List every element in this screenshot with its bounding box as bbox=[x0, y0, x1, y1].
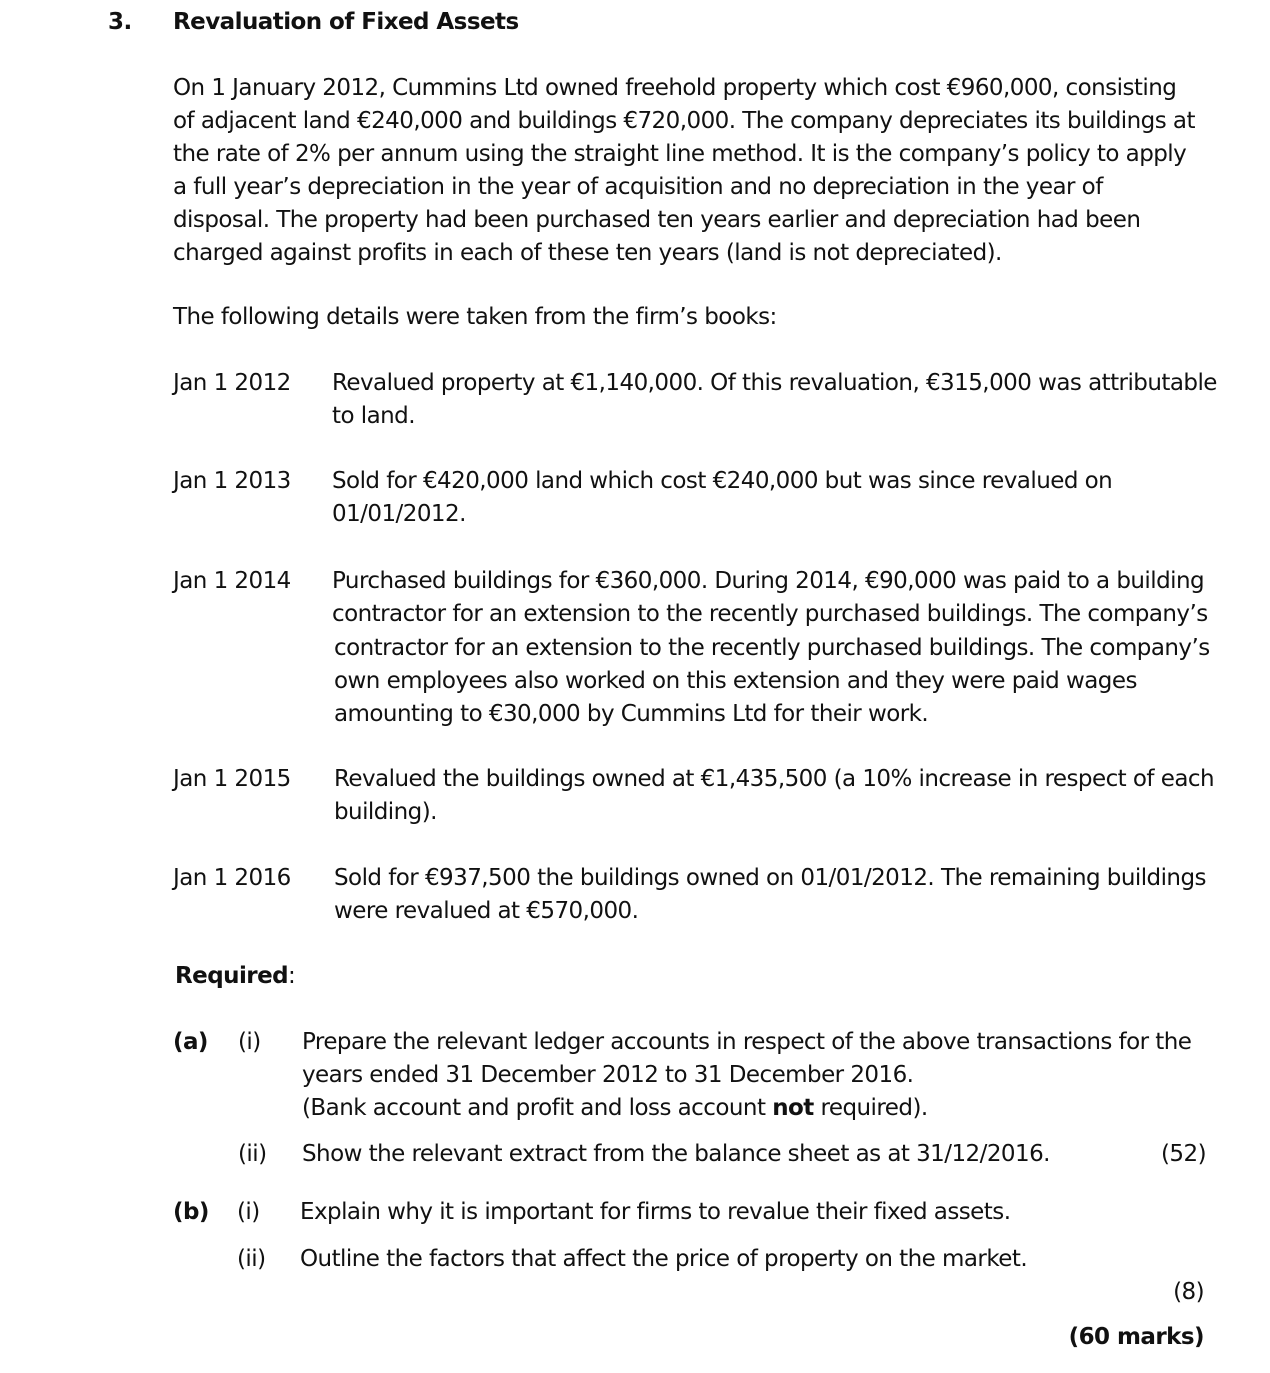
question-title: Revaluation of Fixed Assets bbox=[173, 9, 519, 35]
question-number: 3. bbox=[108, 9, 132, 35]
part-a-i-line: years ended 31 December 2012 to 31 December 2016. bbox=[302, 1062, 914, 1088]
part-a-i-line bbox=[302, 1092, 1191, 1125]
total-marks: (60 marks) bbox=[1068, 1324, 1204, 1350]
part-b-label: (b) bbox=[173, 1199, 209, 1225]
part-a-ii-text: Show the relevant extract from the balance sheet as at 31/12/2016. bbox=[302, 1141, 1050, 1167]
part-a-i-text bbox=[302, 1026, 1191, 1125]
entry-line: Revalued the buildings owned at €1,435,500 (a 10% increase in respect of each bbox=[334, 766, 1214, 792]
part-a-i-line3-post: required). bbox=[813, 1095, 928, 1121]
required-colon: : bbox=[288, 963, 296, 989]
details-intro: The following details were taken from the firm’s books: bbox=[173, 304, 777, 330]
entry-line: Sold for €937,500 the buildings owned on 01/01/2012. The remaining buildings bbox=[334, 865, 1206, 891]
required-label: Required bbox=[175, 963, 289, 989]
part-a-label: (a) bbox=[173, 1029, 208, 1055]
entry-line: contractor for an extension to the recently purchased buildings. The company’s bbox=[332, 601, 1208, 627]
entry-description-continued bbox=[334, 632, 1210, 731]
entry-date: Jan 1 2015 bbox=[173, 766, 291, 792]
entry-date: Jan 1 2016 bbox=[173, 865, 291, 891]
entry-date: Jan 1 2013 bbox=[173, 468, 291, 494]
entry-line: amounting to €30,000 by Cummins Ltd for their work. bbox=[334, 701, 929, 727]
entry-line: contractor for an extension to the recently purchased buildings. The company’s bbox=[334, 635, 1210, 661]
entry-line: 01/01/2012. bbox=[332, 501, 466, 527]
entry-description bbox=[334, 763, 1214, 829]
part-b-i-text: Explain why it is important for firms to revalue their fixed assets. bbox=[300, 1199, 1011, 1225]
entry-description bbox=[332, 465, 1112, 531]
intro-line: disposal. The property had been purchased ten years earlier and depreciation had been bbox=[173, 207, 1141, 233]
part-a-marks: (52) bbox=[1160, 1141, 1206, 1167]
part-a-ii-label: (ii) bbox=[238, 1141, 267, 1167]
part-a-i-label: (i) bbox=[238, 1029, 261, 1055]
entry-line: Purchased buildings for €360,000. During 2014, €90,000 was paid to a building bbox=[332, 568, 1205, 594]
part-a-i-line: Prepare the relevant ledger accounts in respect of the above transactions for the bbox=[302, 1029, 1192, 1055]
part-b-ii-label: (ii) bbox=[237, 1246, 266, 1272]
intro-line: a full year’s depreciation in the year of acquisition and no depreciation in the year of bbox=[173, 174, 1103, 200]
required-heading bbox=[175, 960, 295, 993]
part-a-i-line3-pre: (Bank account and profit and loss account bbox=[302, 1095, 773, 1121]
entry-date: Jan 1 2012 bbox=[173, 370, 291, 396]
entry-line: Sold for €420,000 land which cost €240,000 but was since revalued on bbox=[332, 468, 1113, 494]
entry-description bbox=[332, 367, 1217, 433]
part-b-ii-text: Outline the factors that affect the price of property on the market. bbox=[300, 1246, 1028, 1272]
entry-line: Revalued property at €1,140,000. Of this revaluation, €315,000 was attributable bbox=[332, 370, 1217, 396]
intro-line: of adjacent land €240,000 and buildings €720,000. The company depreciates its buildings at bbox=[173, 108, 1195, 134]
entry-line: to land. bbox=[332, 403, 415, 429]
entry-description bbox=[334, 862, 1206, 928]
entry-date: Jan 1 2014 bbox=[173, 568, 291, 594]
intro-paragraph bbox=[173, 72, 1195, 270]
entry-line: own employees also worked on this extension and they were paid wages bbox=[334, 668, 1137, 694]
intro-line: On 1 January 2012, Cummins Ltd owned freehold property which cost €960,000, consisting bbox=[173, 75, 1177, 101]
intro-line: charged against profits in each of these ten years (land is not depreciated). bbox=[173, 240, 1002, 266]
entry-line: building). bbox=[334, 799, 437, 825]
part-b-marks: (8) bbox=[1173, 1279, 1204, 1305]
entry-description bbox=[332, 565, 1208, 631]
part-a-i-line3-bold: not bbox=[772, 1095, 814, 1121]
entry-line: were revalued at €570,000. bbox=[334, 898, 639, 924]
part-b-i-label: (i) bbox=[237, 1199, 260, 1225]
intro-line: the rate of 2% per annum using the straight line method. It is the company’s policy to apply bbox=[173, 141, 1187, 167]
